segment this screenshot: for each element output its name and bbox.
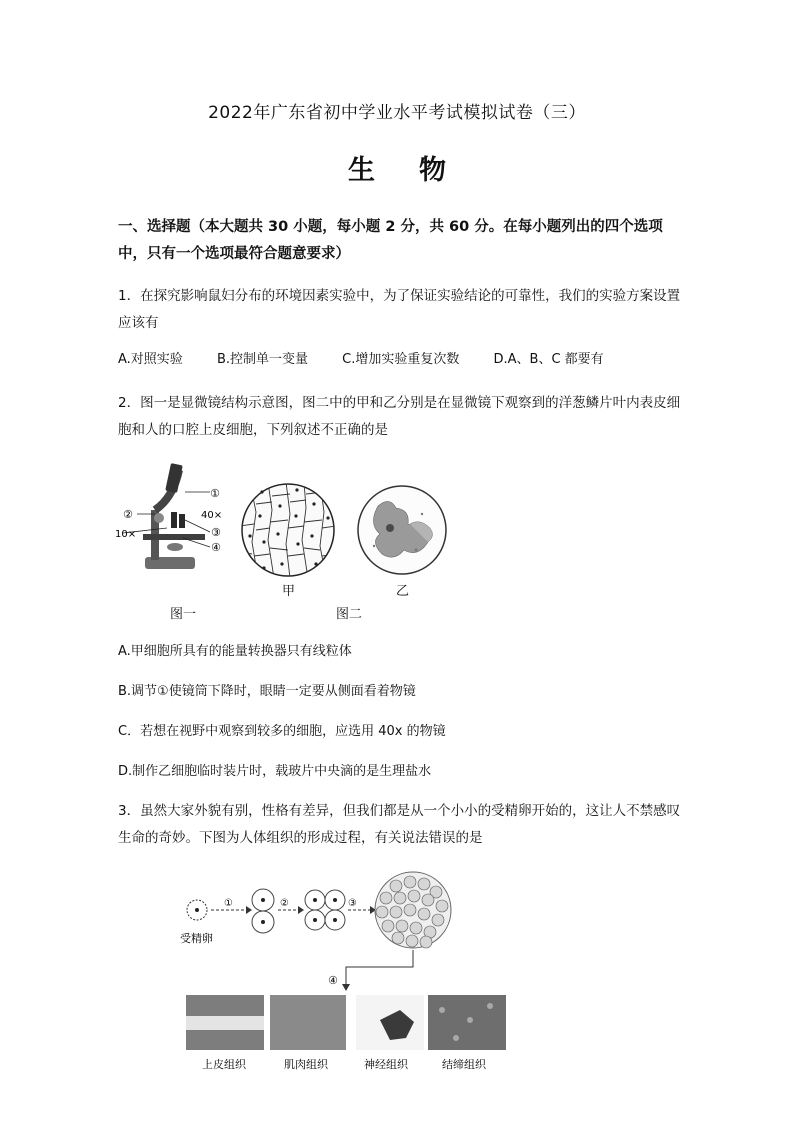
option-c: C.增加实验重复次数 xyxy=(342,352,460,367)
onion-cells-figure xyxy=(240,482,336,578)
question-3-stem: 3．虽然大家外貌有别，性格有差异，但我们都是从一个小小的受精卵开始的，这让人不禁感叹生命的奇妙。下图为人体组织的形成过程，有关说法错误的是 xyxy=(118,803,681,846)
step-1-label: ① xyxy=(224,898,233,909)
question-1-options xyxy=(118,348,634,367)
option-b: B.控制单一变量 xyxy=(216,352,309,367)
step-4-label: ④ xyxy=(328,974,338,987)
caption-yi: 乙 xyxy=(396,584,410,599)
caption-figure-2: 图二 xyxy=(336,607,363,622)
question-2-option-b: B.调节①使镜筒下降时，眼睛一定要从侧面看着物镜 xyxy=(118,684,416,699)
label-2: ② xyxy=(123,508,133,521)
question-2-option-c: C．若想在视野中观察到较多的细胞，应选用 40x 的物镜 xyxy=(118,724,446,739)
microscope-figure xyxy=(115,462,240,582)
subject-title: 生物 xyxy=(348,155,490,186)
label-40x: 40× xyxy=(201,510,223,521)
label-4: ④ xyxy=(211,541,221,554)
tissue-label-nerve: 神经组织 xyxy=(364,1058,408,1071)
tissue-label-epithelial: 上皮组织 xyxy=(202,1058,246,1071)
option-a: A.对照实验 xyxy=(118,352,183,367)
tissue-label-muscle: 肌肉组织 xyxy=(284,1058,328,1071)
question-2-stem: 2．图一是显微镜结构示意图，图二中的甲和乙分别是在显微镜下观察到的洋葱鳞片叶内表皮细胞和人的口腔上皮细胞，下列叙述不正确的是 xyxy=(118,395,681,438)
cheek-cells-figure xyxy=(356,484,448,576)
label-zygote: 受精卵 xyxy=(180,932,213,945)
step-3-label: ③ xyxy=(348,898,357,909)
option-d: D.A、B、C 都要有 xyxy=(493,352,604,367)
caption-jia: 甲 xyxy=(282,584,296,599)
question-1-stem: 1．在探究影响鼠妇分布的环境因素实验中，为了保证实验结论的可靠性，我们的实验方案设置应该有 xyxy=(118,288,681,331)
section-heading: 一、选择题（本大题共 30 小题，每小题 2 分，共 60 分。在每小题列出的四个选项中，只有一个选项最符合题意要求） xyxy=(118,219,663,262)
caption-figure-1: 图一 xyxy=(170,607,197,622)
tissue-label-connective: 结缔组织 xyxy=(442,1058,486,1071)
exam-title: 2022年广东省初中学业水平考试模拟试卷（三） xyxy=(208,103,586,123)
step-2-label: ② xyxy=(280,898,289,909)
label-1: ① xyxy=(210,487,220,500)
question-2-option-a: A.甲细胞所具有的能量转换器只有线粒体 xyxy=(118,644,352,659)
tissue-formation-figure xyxy=(170,870,520,1075)
question-2-option-d: D.制作乙细胞临时装片时，载玻片中央滴的是生理盐水 xyxy=(118,764,432,779)
label-3: ③ xyxy=(211,526,221,539)
label-10x: 10× xyxy=(115,529,137,540)
